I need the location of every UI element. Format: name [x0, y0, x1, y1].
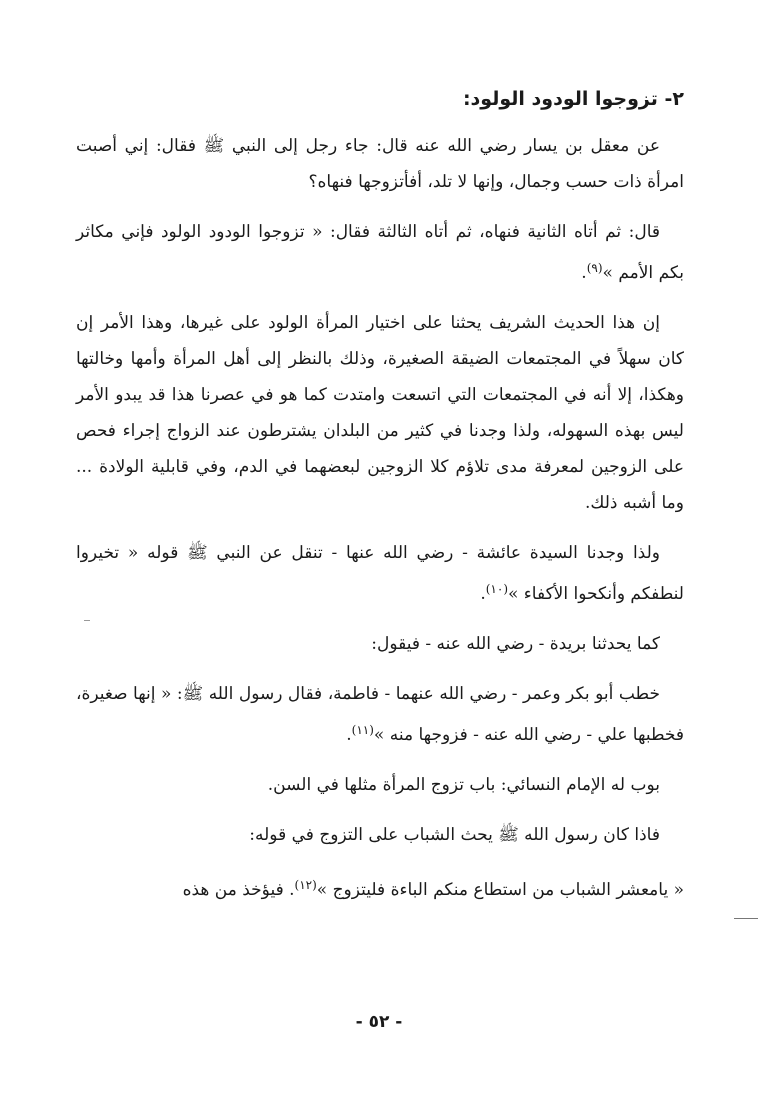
paragraph-9	[76, 867, 684, 908]
paragraph-2-tail: .	[581, 263, 587, 283]
footnote-ref-12: (١٢)	[294, 878, 317, 892]
page-number: - ٥٢ -	[355, 1012, 403, 1032]
paragraph-9-tail: . فيؤخذ من هذه	[182, 880, 295, 900]
paragraph-8	[76, 817, 684, 853]
footnote-ref-11: (١١)	[351, 723, 374, 737]
footnote-ref-10: (١٠)	[485, 582, 508, 596]
footnote-ref-9: (٩)	[586, 261, 603, 275]
paragraph-2	[76, 214, 684, 291]
margin-dot-mark	[84, 620, 90, 621]
section-heading: ٢- تزوجوا الودود الولود:	[462, 88, 684, 110]
paragraph-1-text: عن معقل بن يسار رضي الله عنه قال: جاء رجل إلى النبي ﷺ فقال: إني أصبت امرأة ذات حسب وجمال، وإنها لا تلد، أفأتزوجها فنهاه؟	[76, 136, 684, 192]
paragraph-6-text: خطب أبو بكر وعمر - رضي الله عنهما - فاطمة، فقال رسول الله ﷺ: « إنها صغيرة، فخطبها علي - رضي الله عنه - فزوجها منه »	[76, 684, 684, 745]
margin-line-mark	[734, 918, 758, 919]
paragraph-4	[76, 535, 684, 612]
page-body	[76, 84, 684, 922]
paragraph-5	[76, 626, 684, 662]
paragraph-5-text: كما يحدثنا بريدة - رضي الله عنه - فيقول:	[371, 634, 660, 654]
paragraph-4-tail: .	[480, 584, 486, 604]
paragraph-9-text: « يامعشر الشباب من استطاع منكم الباءة فليتزوج »	[316, 880, 684, 900]
paragraph-8-text: فاذا كان رسول الله ﷺ يحث الشباب على التزوج في قوله:	[249, 825, 660, 845]
paragraph-2-text: قال: ثم أتاه الثانية فنهاه، ثم أتاه الثالثة فقال: « تزوجوا الودود الولود فإني مكاثر بكم الأمم »	[76, 222, 684, 283]
paragraph-1	[76, 128, 684, 200]
paragraph-4-text: ولذا وجدنا السيدة عائشة - رضي الله عنها - تنقل عن النبي ﷺ قوله « تخيروا لنطفكم وأنكحوا الأكفاء »	[76, 543, 684, 604]
paragraph-6-tail: .	[346, 725, 352, 745]
paragraph-7-text: بوب له الإمام النسائي: باب تزوج المرأة مثلها في السن.	[267, 775, 660, 795]
paragraph-6	[76, 676, 684, 753]
paragraph-3	[76, 305, 684, 521]
paragraph-7	[76, 767, 684, 803]
paragraph-3-text: إن هذا الحديث الشريف يحثنا على اختيار المرأة الولود على غيرها، وهذا الأمر إن كان سهلاً في المجتمعات الضيقة الصغيرة، وذلك بالنظر إلى أهل المرأة وأمها وخالتها وهكذا، إلا أنه في المجتمعات التي اتسعت وامتدت كما هو في عصرنا هذا قد يبدو الأمر ليس بهذه السهوله، ولذا وجدنا في كثير من البلدان يشترطون عند الزواج إجراء فحص على الزوجين لمعرفة مدى تلاؤم كلا الزوجين لبعضهما في الدم، وفي قابلية الولادة ... وما أشبه ذلك.	[76, 313, 684, 513]
